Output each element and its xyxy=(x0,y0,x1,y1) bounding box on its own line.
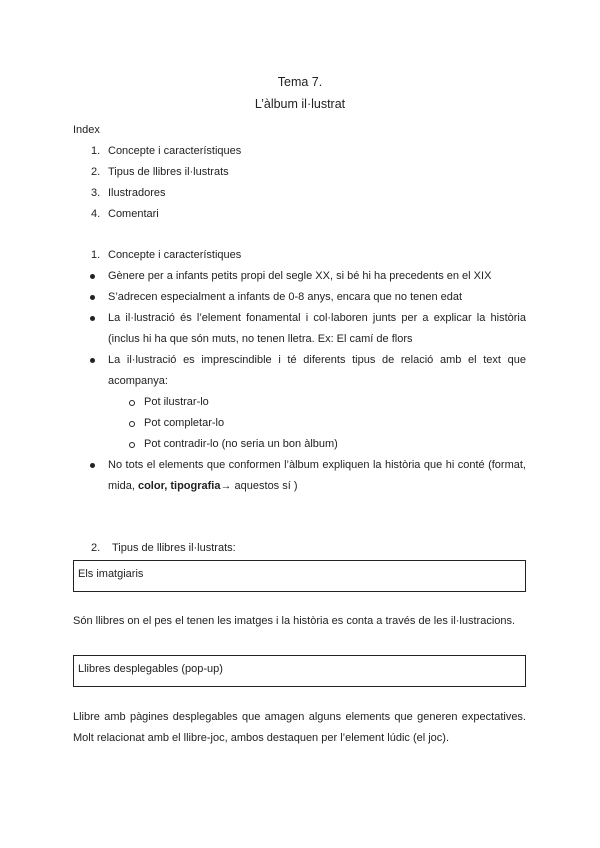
bullet-dot-icon xyxy=(90,274,95,279)
section2-heading xyxy=(91,538,236,559)
bullet-item xyxy=(73,350,526,455)
index-item xyxy=(73,141,241,162)
type-box-imatgiaris: Els imatgiaris xyxy=(73,560,526,592)
index-text: Concepte i característiques xyxy=(108,145,242,157)
section1-number: 1. xyxy=(91,249,101,261)
index-number: 2. xyxy=(91,166,101,178)
section1-heading xyxy=(73,245,241,266)
index-number: 3. xyxy=(91,187,101,199)
bullet-item xyxy=(73,455,526,497)
sub-bullet-text: Pot contradir-lo (no seria un bon àlbum) xyxy=(144,438,338,450)
sub-bullet-text: Pot completar-lo xyxy=(144,417,225,429)
hollow-circle-icon xyxy=(129,400,135,406)
bullet-dot-icon xyxy=(90,463,95,468)
index-text: Ilustradores xyxy=(108,187,166,199)
bullet-item xyxy=(73,266,526,287)
bullet-item xyxy=(73,287,526,308)
bullet-text: Gènere per a infants petits propi del segle XX, si bé hi ha precedents en el XIX xyxy=(108,270,492,282)
sub-bullet-item xyxy=(108,413,526,434)
bullet-text: La il·lustració es imprescindible i té diferents tipus de relació amb el text que acompanya: xyxy=(108,354,526,387)
index-text: Tipus de llibres il·lustrats xyxy=(108,166,229,178)
index-list xyxy=(73,141,241,225)
section1-bullets xyxy=(73,266,526,497)
index-item xyxy=(73,183,241,204)
section1-title: Concepte i característiques xyxy=(108,249,242,261)
bullet-text-before: No tots el elements que conformen l’àlbum expliquen la història que hi conté (format, mida, xyxy=(108,459,526,492)
sub-bullets xyxy=(108,392,526,455)
index-text: Comentari xyxy=(108,208,159,220)
bullet-text-after: → aquestos sí ) xyxy=(220,480,298,492)
sub-bullet-item xyxy=(108,434,526,455)
bullet-dot-icon xyxy=(90,358,95,363)
hollow-circle-icon xyxy=(129,442,135,448)
sub-bullet-text: Pot ilustrar-lo xyxy=(144,396,209,408)
bullet-bold-text: color, tipografia xyxy=(137,480,221,492)
index-number: 4. xyxy=(91,208,101,220)
hollow-circle-icon xyxy=(129,421,135,427)
page-subtitle: L’àlbum il·lustrat xyxy=(254,97,346,111)
index-label: Index xyxy=(73,124,100,136)
section1-heading-list xyxy=(73,245,241,266)
type-description-imatgiaris: Són llibres on el pes el tenen les imatges i la història es conta a través de les il·lustracions. xyxy=(73,615,516,627)
bullet-text: S’adrecen especialment a infants de 0-8 anys, encara que no tenen edat xyxy=(108,291,463,303)
bullet-item xyxy=(73,308,526,350)
index-item xyxy=(73,204,241,225)
sub-bullet-item xyxy=(108,392,526,413)
bullet-text: La il·lustració és l’element fonamental i col·laboren junts per a explicar la història (inclus hi ha que són muts, no tenen lletra. Ex: El camí de flors xyxy=(108,312,526,345)
section2-title: Tipus de llibres il·lustrats: xyxy=(112,542,236,554)
index-item xyxy=(73,162,241,183)
bullet-dot-icon xyxy=(90,316,95,321)
type-box-pop-up: Llibres desplegables (pop-up) xyxy=(73,655,526,687)
bullet-dot-icon xyxy=(90,295,95,300)
page-title: Tema 7. xyxy=(277,75,323,89)
index-number: 1. xyxy=(91,145,101,157)
section2-number: 2. xyxy=(91,542,101,554)
type-description-pop-up: Llibre amb pàgines desplegables que amagen alguns elements que generen expectatives. Molt relacionat amb el llibre-joc, ambos destaquen per l’element lúdic (el joc). xyxy=(73,711,526,744)
